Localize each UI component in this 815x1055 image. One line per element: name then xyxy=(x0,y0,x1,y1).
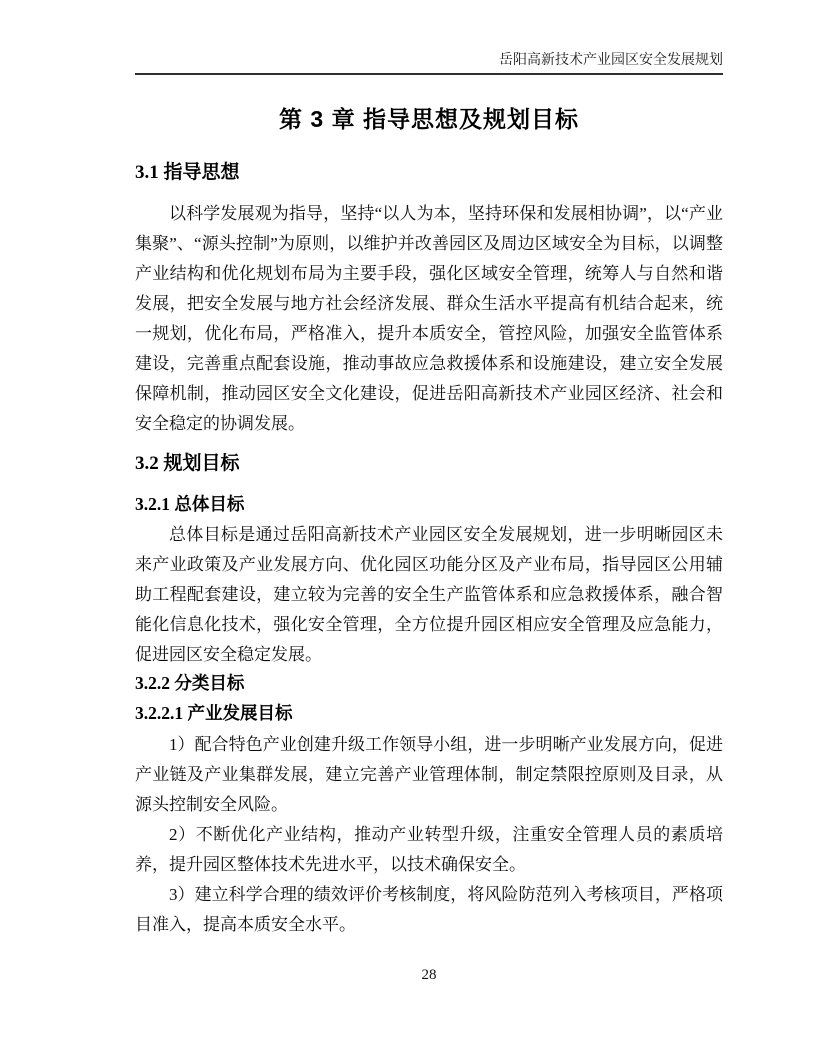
paragraph-3-2-1: 总体目标是通过岳阳高新技术产业园区安全发展规划，进一步明晰园区未来产业政策及产业发展方向、优化园区功能分区及产业布局，指导园区公用辅助工程配套建设，建立较为完善的安全生产监管体系和应急救援体系，融合智能化信息化技术，强化安全管理，全方位提升园区相应安全管理及应急能力，促进园区安全稳定发展。 xyxy=(135,525,723,664)
section-heading-3-1: 3.1 指导思想 xyxy=(135,162,240,183)
section-heading-3-2: 3.2 规划目标 xyxy=(135,453,240,474)
section-heading-3-2-2: 3.2.2 分类目标 xyxy=(135,673,245,693)
content-area xyxy=(135,0,723,940)
paragraph-3-2-2-1-item-2: 2）不断优化产业结构，推动产业转型升级，注重安全管理人员的素质培养，提升园区整体技术先进水平，以技术确保安全。 xyxy=(135,825,723,874)
chapter-title: 第 3 章 指导思想及规划目标 xyxy=(279,106,579,132)
page-number: 28 xyxy=(421,967,437,983)
header-rule-divider xyxy=(135,73,723,75)
section-heading-3-2-2-1: 3.2.2.1 产业发展目标 xyxy=(135,703,293,723)
section-heading-3-2-1: 3.2.1 总体目标 xyxy=(135,494,245,514)
paragraph-3-2-2-1-item-1: 1）配合特色产业创建升级工作领导小组，进一步明晰产业发展方向，促进产业链及产业集群发展，建立完善产业管理体制，制定禁限控原则及目录，从源头控制安全风险。 xyxy=(135,735,723,814)
paragraph-3-2-2-1-item-3: 3）建立科学合理的绩效评价考核制度，将风险防范列入考核项目，严格项目准入，提高本质安全水平。 xyxy=(135,885,723,934)
running-header-text: 岳阳高新技术产业园区安全发展规划 xyxy=(499,53,723,68)
paragraph-3-1: 以科学发展观为指导，坚持“以人为本，坚持环保和发展相协调”，以“产业集聚”、“源头控制”为原则，以维护并改善园区及周边区域安全为目标，以调整产业结构和优化规划布局为主要手段，强化区域安全管理，统筹人与自然和谐发展，把安全发展与地方社会经济发展、群众生活水平提高有机结合起来，统一规划，优化布局，严格准入，提升本质安全，管控风险，加强安全监管体系建设，完善重点配套设施，推动事故应急救援体系和设施建设，建立安全发展保障机制，推动园区安全文化建设，促进岳阳高新技术产业园区经济、社会和安全稳定的协调发展。 xyxy=(135,204,723,433)
running-header xyxy=(135,0,723,69)
